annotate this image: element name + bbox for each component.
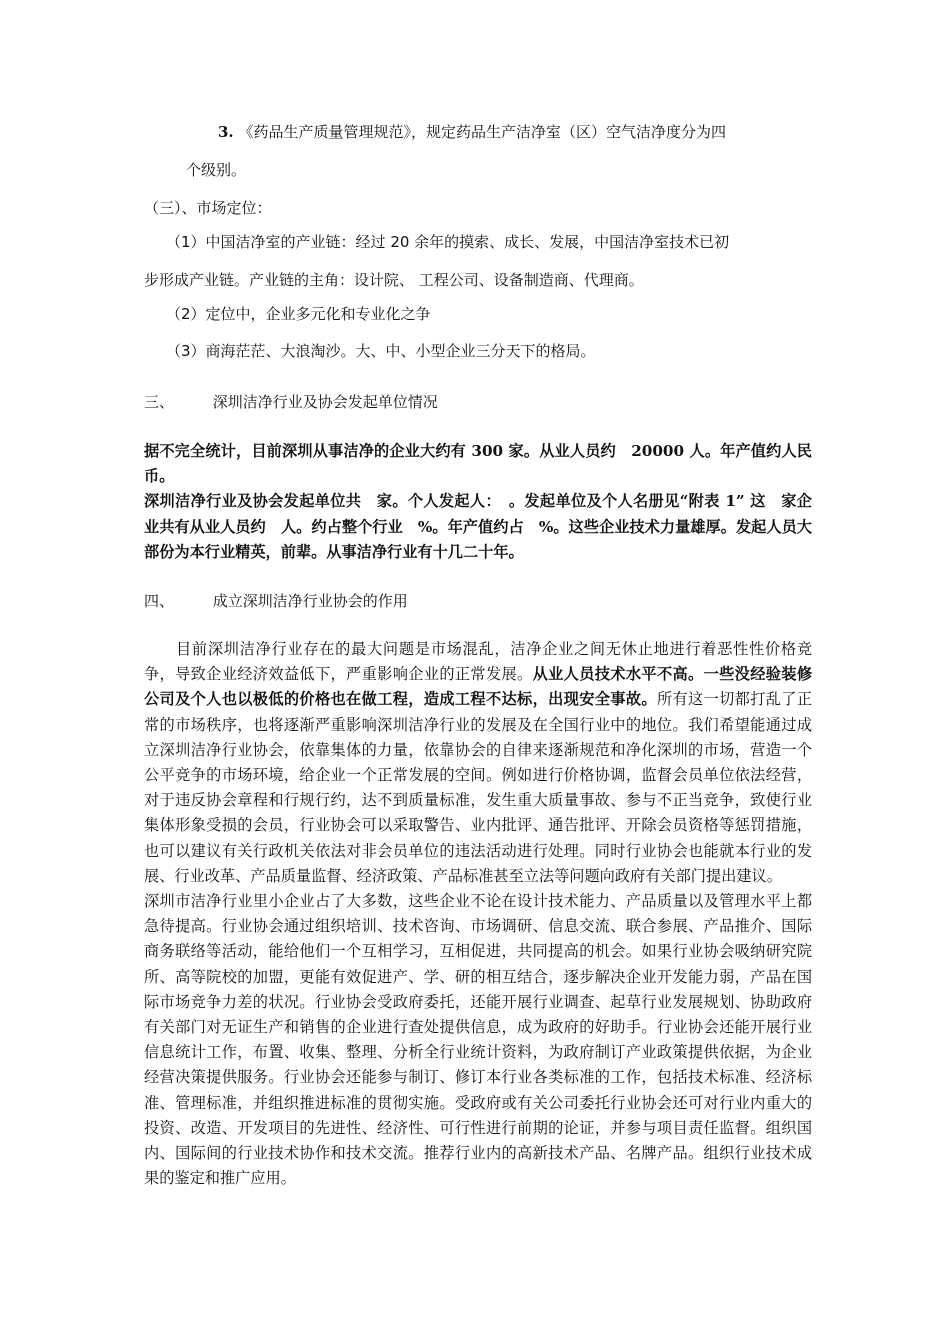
market-paragraph-2: （2）定位中，企业多元化和专业化之争 [166, 305, 431, 323]
section-heading-4 [144, 591, 408, 611]
list-item-3-continuation: 个级别。 [186, 161, 247, 179]
paragraph-emphasis: 从业人员技术水平不高。一些没经验装修公司及个人也以极低的价格也在做工程，造成工程不达标，出现安全事故。 [144, 665, 813, 709]
subsection-heading: （三）、市场定位： [144, 199, 272, 217]
section-number: 四、 [144, 592, 175, 610]
list-item-text: 《药品生产质量管理规范》，规定药品生产洁净室（区）空气洁净度分为四 [238, 123, 726, 141]
section-title: 深圳洁净行业及协会发起单位情况 [212, 393, 438, 411]
section-heading-3 [144, 392, 438, 412]
section-3-body [144, 439, 812, 565]
section-number: 三、 [144, 393, 175, 411]
section-4-body [144, 637, 812, 1191]
paragraph-text: 目前深圳洁净行业存在的最大问题是市场混乱，洁净企业之间无休止地进行着恶性性价格竞争，导致企业经济效益低下，严重影响企业的正常发展。 [144, 640, 812, 684]
paragraph-text: 所有这一切都打乱了正常的市场秩序，也将逐渐严重影响深圳洁净行业的发展及在全国行业中的地位。我们希望能通过成立深圳洁净行业协会，依靠集体的力量，依靠协会的自律来逐渐规范和净化深圳的市场，营造一个公平竞争的市场环境，给企业一个正常发展的空间。例如进行价格协调，监督会员单位依法经营，对于违反协会章程和行规行约，达不到质量标准，发生重大质量事故、参与不正当竞争，致使行业集体形象受损的会员，行业协会可以采取警告、业内批评、通告批评、开除会员资格等惩罚措施，也可以建议有关行政机关依法对非会员单位的违法活动进行处理。同时行业协会也能就本行业的发展、行业改革、产品质量监督、经济政策、产品标准甚至立法等问题向政府有关部门提出建议。 [144, 690, 813, 885]
list-item-number: 3. [218, 123, 234, 141]
list-item-3 [218, 122, 726, 142]
market-paragraph-1-continuation: 步形成产业链。产业链的主角：设计院、 工程公司、设备制造商、代理商。 [144, 271, 644, 289]
section-4-paragraph-1 [144, 637, 812, 889]
section-title: 成立深圳洁净行业协会的作用 [212, 592, 408, 610]
market-paragraph-1: （1）中国洁净室的产业链：经过 20 余年的摸索、成长、发展，中国洁净室技术已初 [166, 233, 730, 251]
section-3-paragraph-2: 深圳洁净行业及协会发起单位共 家。个人发起人： 。发起单位及个人名册见“附表 1” 这 家企业共有从业人员约 人。约占整个行业 %。年产值约占 %。这些企业技术力量雄厚。发起人员大部份为本行业精英，前辈。从事洁净行业有十几二十年。 [144, 492, 812, 561]
section-3-paragraph-1: 据不完全统计，目前深圳从事洁净的企业大约有 300 家。从业人员约 20000 人。年产值约人民币。 [144, 442, 812, 486]
market-paragraph-3: （3）商海茫茫、大浪淘沙。大、中、小型企业三分天下的格局。 [166, 342, 596, 360]
section-4-paragraph-2: 深圳市洁净行业里小企业占了大多数，这些企业不论在设计技术能力、产品质量以及管理水平上都急待提高。行业协会通过组织培训、技术咨询、市场调研、信息交流、联合参展、产品推介、国际商务联络等活动，能给他们一个互相学习，互相促进，共同提高的机会。如果行业协会吸纳研究院所、高等院校的加盟，更能有效促进产、学、研的相互结合，逐步解决企业开发能力弱，产品在国际市场竞争力差的状况。行业协会受政府委托，还能开展行业调查、起草行业发展规划、协助政府有关部门对无证生产和销售的企业进行查处提供信息，成为政府的好助手。行业协会还能开展行业信息统计工作，布置、收集、整理、分析全行业统计资料，为政府制订产业政策提供依据，为企业经营决策提供服务。行业协会还能参与制订、修订本行业各类标准的工作，包括技术标准、经济标准、管理标准，并组织推进标准的贯彻实施。受政府或有关公司委托行业协会还可对行业内重大的投资、改造、开发项目的先进性、经济性、可行性进行前期的论证，并参与项目责任监督。组织国内、国际间的行业技术协作和技术交流。推荐行业内的高新技术产品、名牌产品。组织行业技术成果的鉴定和推广应用。 [144, 892, 812, 1188]
